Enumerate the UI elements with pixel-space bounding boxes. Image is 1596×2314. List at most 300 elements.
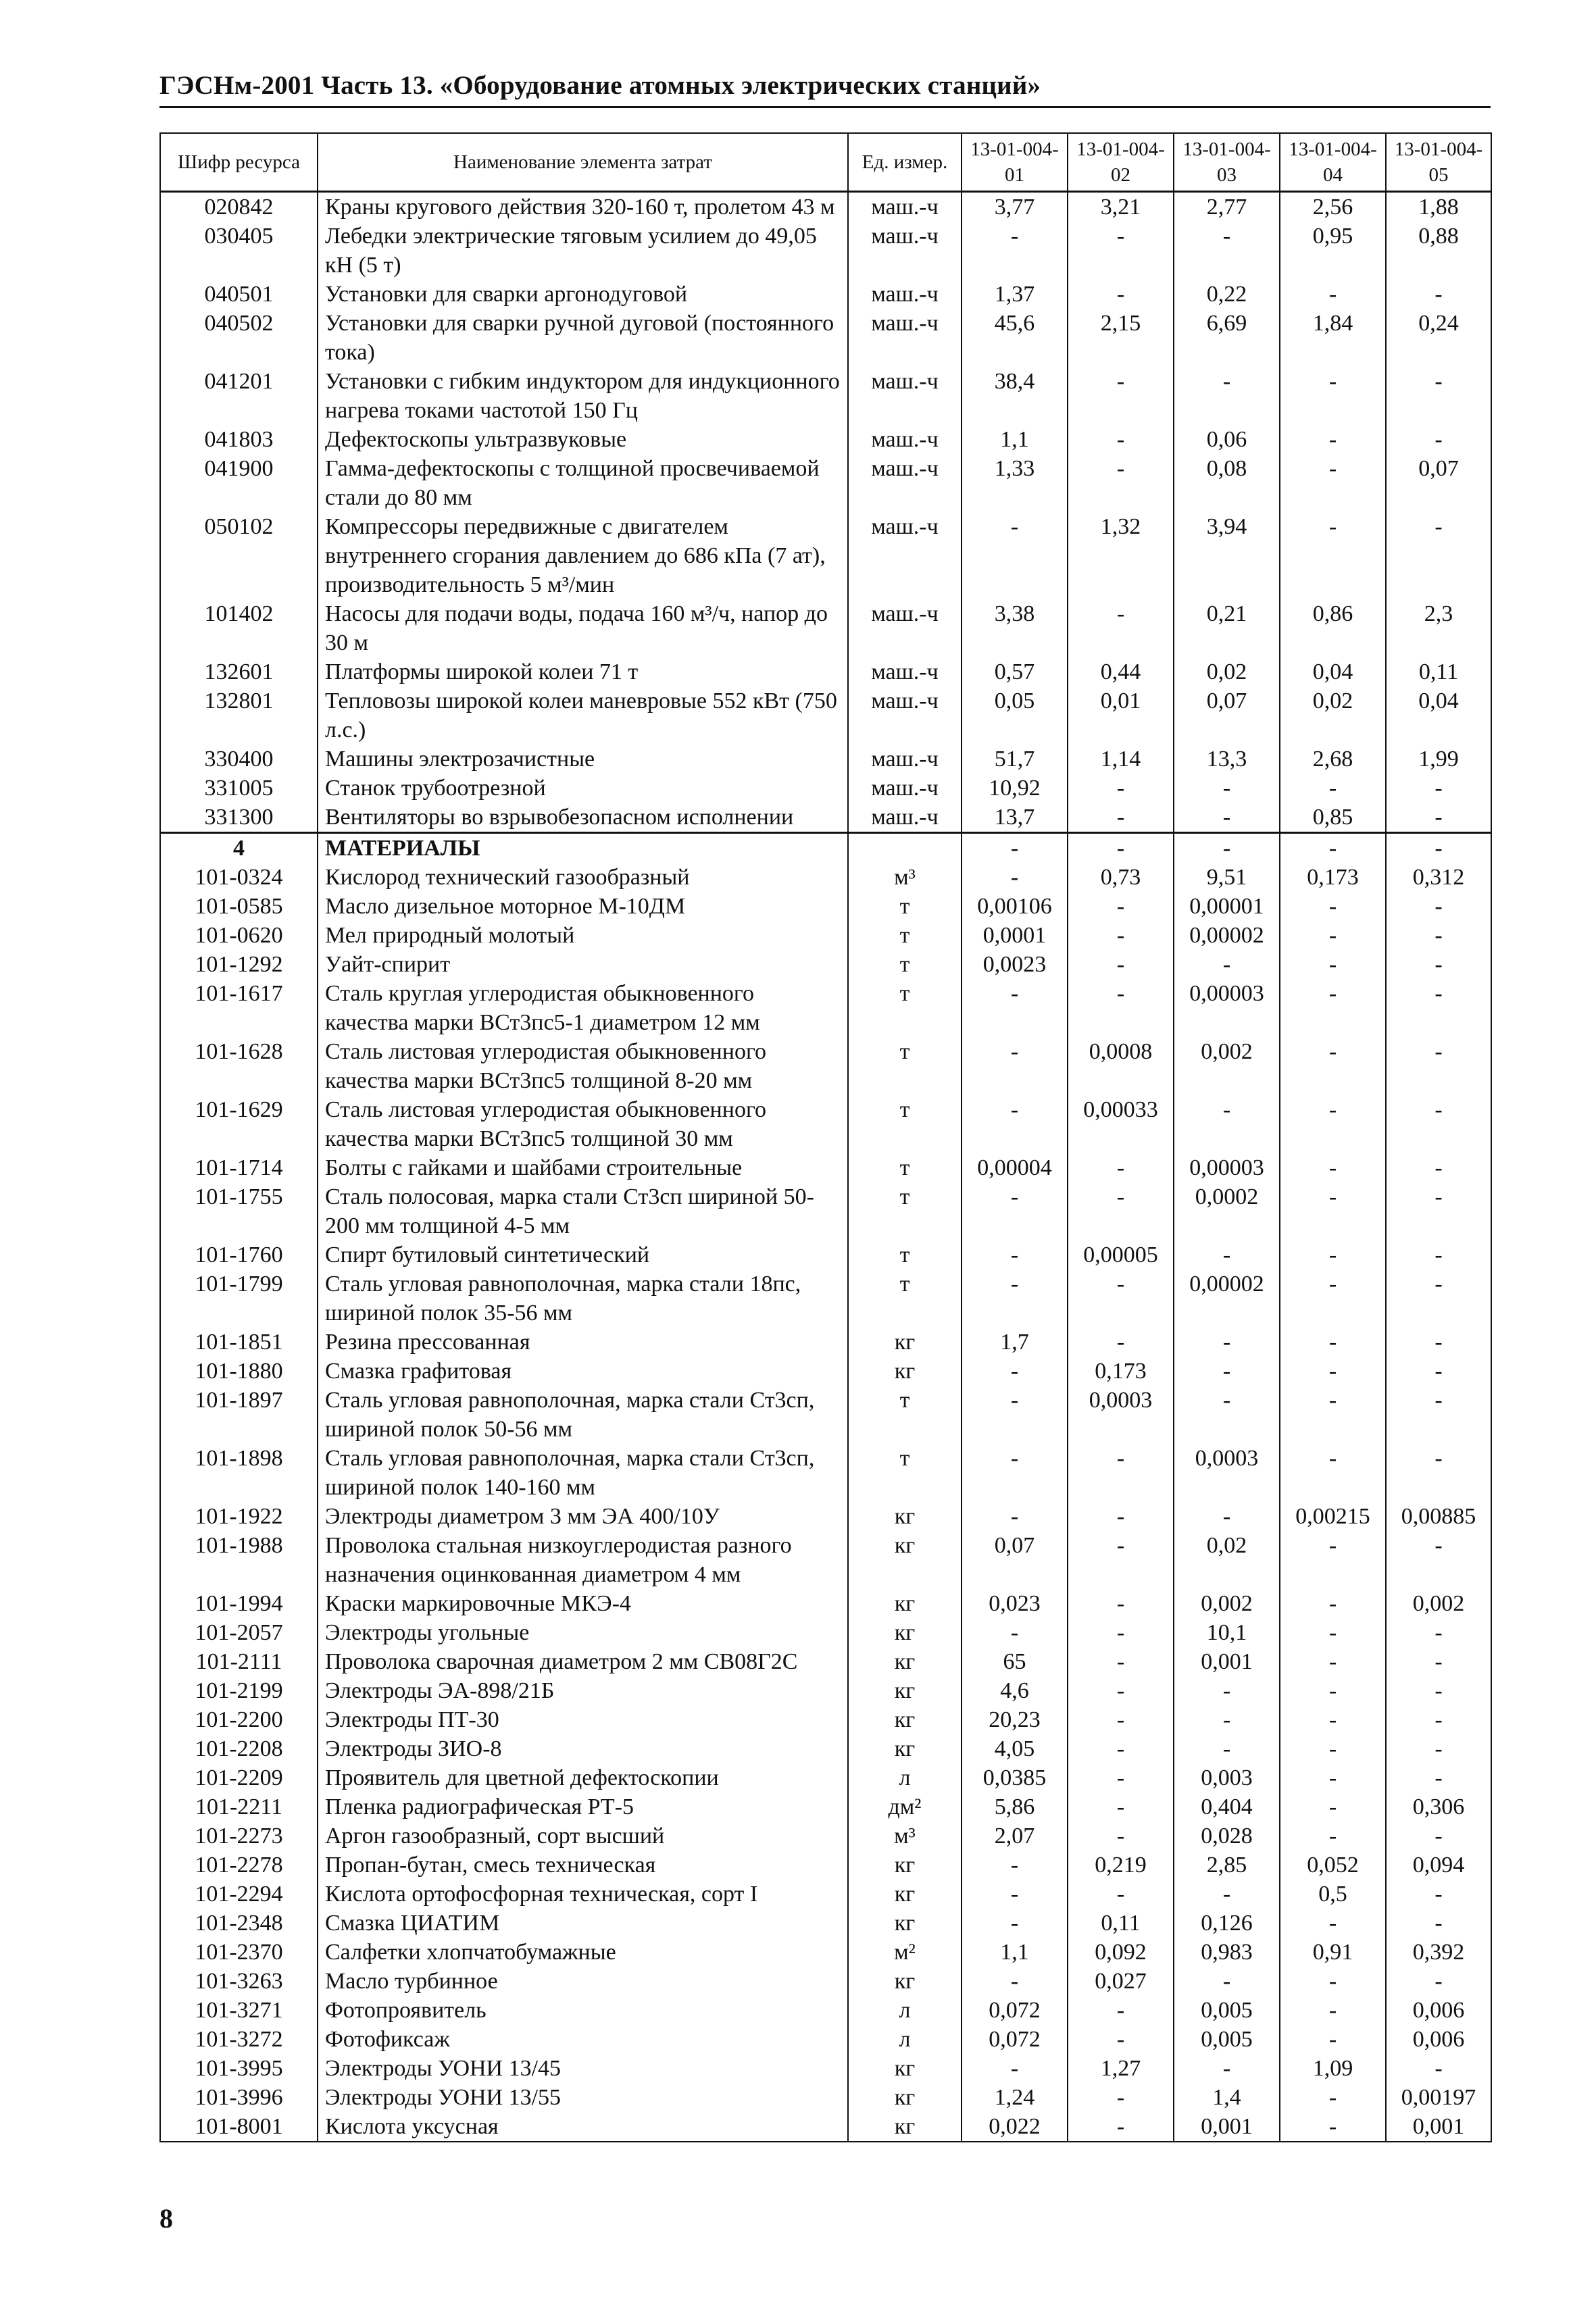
cell-code: 101-1714 bbox=[160, 1153, 318, 1182]
cell-value-5: - bbox=[1386, 1821, 1491, 1851]
table-row bbox=[160, 367, 1491, 425]
cell-value-1: 1,33 bbox=[962, 454, 1068, 512]
cell-value-3: 9,51 bbox=[1174, 863, 1280, 892]
cell-value-5: - bbox=[1386, 1705, 1491, 1734]
cell-value-5: - bbox=[1386, 367, 1491, 425]
cell-value-3: 0,00002 bbox=[1174, 921, 1280, 950]
section-row bbox=[160, 833, 1491, 863]
cell-value-1: - bbox=[962, 1386, 1068, 1444]
cell-unit: маш.-ч bbox=[848, 367, 962, 425]
cell-unit: маш.-ч bbox=[848, 222, 962, 280]
cell-value-1: 1,24 bbox=[962, 2083, 1068, 2112]
column-header-unit: Ед. измер. bbox=[848, 133, 962, 192]
cell-value-5: - bbox=[1386, 1618, 1491, 1647]
cell-value-4: 2,56 bbox=[1280, 192, 1386, 222]
cell-value-3: - bbox=[1174, 1357, 1280, 1386]
cell-name: Проволока сварочная диаметром 2 мм СВ08Г2С bbox=[318, 1647, 848, 1676]
cell-unit: м³ bbox=[848, 1821, 962, 1851]
cell-code: 101-3263 bbox=[160, 1967, 318, 1996]
cell-value-3: - bbox=[1174, 950, 1280, 979]
cell-value-1: 10,92 bbox=[962, 774, 1068, 803]
table-row bbox=[160, 803, 1491, 833]
cell-value-4: - bbox=[1280, 512, 1386, 599]
cell-value-3: - bbox=[1174, 1734, 1280, 1763]
table-row bbox=[160, 1909, 1491, 1938]
cell-value-3: - bbox=[1174, 833, 1280, 863]
cell-name: Машины электрозачистные bbox=[318, 745, 848, 774]
cell-value-2: - bbox=[1068, 599, 1174, 657]
cell-value-5: - bbox=[1386, 892, 1491, 921]
cell-value-1: 2,07 bbox=[962, 1821, 1068, 1851]
table-row bbox=[160, 1502, 1491, 1531]
cell-value-5: 0,24 bbox=[1386, 309, 1491, 367]
cell-value-3: 0,07 bbox=[1174, 686, 1280, 745]
table-row bbox=[160, 454, 1491, 512]
cell-value-4: - bbox=[1280, 1589, 1386, 1618]
cell-code: 101-3996 bbox=[160, 2083, 318, 2112]
cell-code: 101-1292 bbox=[160, 950, 318, 979]
table-row bbox=[160, 921, 1491, 950]
cell-value-4: - bbox=[1280, 1240, 1386, 1269]
cell-value-1: 0,072 bbox=[962, 1996, 1068, 2025]
cell-value-5: - bbox=[1386, 1269, 1491, 1328]
cell-value-4: 0,85 bbox=[1280, 803, 1386, 833]
cell-name: Лебедки электрические тяговым усилием до 49,05 кН (5 т) bbox=[318, 222, 848, 280]
cell-value-2: - bbox=[1068, 1502, 1174, 1531]
cell-value-2: 0,00033 bbox=[1068, 1095, 1174, 1153]
cell-unit: т bbox=[848, 1269, 962, 1328]
cell-value-4: - bbox=[1280, 1647, 1386, 1676]
cell-name: Масло дизельное моторное М-10ДМ bbox=[318, 892, 848, 921]
cell-value-1: - bbox=[962, 1182, 1068, 1240]
table-row bbox=[160, 309, 1491, 367]
cell-unit: кг bbox=[848, 2054, 962, 2083]
cell-name: Электроды угольные bbox=[318, 1618, 848, 1647]
cell-unit: кг bbox=[848, 1502, 962, 1531]
cell-name: Краны кругового действия 320-160 т, пролетом 43 м bbox=[318, 192, 848, 222]
cell-unit: кг bbox=[848, 1967, 962, 1996]
cell-unit: кг bbox=[848, 1851, 962, 1880]
cell-value-5: - bbox=[1386, 1182, 1491, 1240]
cell-value-5: - bbox=[1386, 774, 1491, 803]
cell-value-4: - bbox=[1280, 979, 1386, 1037]
cell-value-1: 1,7 bbox=[962, 1328, 1068, 1357]
cell-value-2: 0,00005 bbox=[1068, 1240, 1174, 1269]
cell-value-4: - bbox=[1280, 1967, 1386, 1996]
cell-value-2: 0,027 bbox=[1068, 1967, 1174, 1996]
cell-value-1: 3,38 bbox=[962, 599, 1068, 657]
cell-value-1: 20,23 bbox=[962, 1705, 1068, 1734]
cell-value-4: 0,02 bbox=[1280, 686, 1386, 745]
column-header-c3: 13-01-004-03 bbox=[1174, 133, 1280, 192]
cell-unit: маш.-ч bbox=[848, 192, 962, 222]
table-row bbox=[160, 1792, 1491, 1821]
cell-name: Сталь полосовая, марка стали Ст3сп шириной 50-200 мм толщиной 4-5 мм bbox=[318, 1182, 848, 1240]
cell-value-2: - bbox=[1068, 803, 1174, 833]
table-body bbox=[160, 192, 1491, 2142]
cell-code: 101-1851 bbox=[160, 1328, 318, 1357]
table-row bbox=[160, 1037, 1491, 1095]
cell-value-3: - bbox=[1174, 774, 1280, 803]
table-row bbox=[160, 222, 1491, 280]
cell-name: Кислота уксусная bbox=[318, 2112, 848, 2142]
table-row bbox=[160, 1269, 1491, 1328]
cell-value-4: - bbox=[1280, 1269, 1386, 1328]
cell-unit: маш.-ч bbox=[848, 309, 962, 367]
cell-unit: кг bbox=[848, 1328, 962, 1357]
cell-value-3: 0,005 bbox=[1174, 1996, 1280, 2025]
cell-value-4: 0,173 bbox=[1280, 863, 1386, 892]
cell-value-1: 0,57 bbox=[962, 657, 1068, 686]
cell-value-4: - bbox=[1280, 1996, 1386, 2025]
cell-value-1: 5,86 bbox=[962, 1792, 1068, 1821]
table-row bbox=[160, 863, 1491, 892]
cell-value-5: 0,312 bbox=[1386, 863, 1491, 892]
column-header-c5: 13-01-004-05 bbox=[1386, 133, 1491, 192]
cell-code: 101-8001 bbox=[160, 2112, 318, 2142]
cell-value-1: 0,07 bbox=[962, 1531, 1068, 1589]
cell-unit: кг bbox=[848, 1676, 962, 1705]
cell-value-2: - bbox=[1068, 1589, 1174, 1618]
cell-value-5: - bbox=[1386, 280, 1491, 309]
cell-name: Уайт-спирит bbox=[318, 950, 848, 979]
resource-table bbox=[159, 132, 1492, 2142]
document-title: ГЭСНм-2001 Часть 13. «Оборудование атомных электрических станций» bbox=[159, 71, 1041, 100]
cell-name: Сталь листовая углеродистая обыкновенного качества марки ВСт3пс5 толщиной 30 мм bbox=[318, 1095, 848, 1153]
cell-value-1: - bbox=[962, 222, 1068, 280]
cell-value-4: 0,052 bbox=[1280, 1851, 1386, 1880]
cell-value-1: 0,00004 bbox=[962, 1153, 1068, 1182]
cell-value-3: - bbox=[1174, 222, 1280, 280]
cell-value-3: - bbox=[1174, 1676, 1280, 1705]
cell-unit: т bbox=[848, 1095, 962, 1153]
cell-value-1: 0,0023 bbox=[962, 950, 1068, 979]
page-number: 8 bbox=[159, 2203, 173, 2234]
cell-value-4: - bbox=[1280, 1705, 1386, 1734]
cell-value-1: 1,1 bbox=[962, 425, 1068, 454]
cell-value-3: 0,028 bbox=[1174, 1821, 1280, 1851]
cell-value-4: - bbox=[1280, 1792, 1386, 1821]
cell-value-4: - bbox=[1280, 1444, 1386, 1502]
cell-value-1: - bbox=[962, 1095, 1068, 1153]
table-row bbox=[160, 280, 1491, 309]
cell-name: Электроды ЗИО-8 bbox=[318, 1734, 848, 1763]
cell-value-1: 38,4 bbox=[962, 367, 1068, 425]
cell-code: 041201 bbox=[160, 367, 318, 425]
cell-value-1: - bbox=[962, 1880, 1068, 1909]
cell-unit: м² bbox=[848, 1938, 962, 1967]
cell-unit: дм² bbox=[848, 1792, 962, 1821]
cell-code: 101-3271 bbox=[160, 1996, 318, 2025]
cell-value-1: 0,0385 bbox=[962, 1763, 1068, 1792]
cell-value-4: - bbox=[1280, 280, 1386, 309]
cell-value-2: 0,73 bbox=[1068, 863, 1174, 892]
cell-unit: кг bbox=[848, 2112, 962, 2142]
cell-value-2: - bbox=[1068, 222, 1174, 280]
cell-unit: кг bbox=[848, 1589, 962, 1618]
cell-code: 101-1760 bbox=[160, 1240, 318, 1269]
cell-unit: т bbox=[848, 979, 962, 1037]
cell-name: Сталь угловая равнополочная, марка стали 18пс, шириной полок 35-56 мм bbox=[318, 1269, 848, 1328]
cell-value-3: 0,00003 bbox=[1174, 979, 1280, 1037]
cell-value-5: - bbox=[1386, 512, 1491, 599]
cell-unit: кг bbox=[848, 1618, 962, 1647]
cell-value-1: 0,0001 bbox=[962, 921, 1068, 950]
cell-value-4: - bbox=[1280, 774, 1386, 803]
cell-value-1: - bbox=[962, 1269, 1068, 1328]
cell-value-4: - bbox=[1280, 950, 1386, 979]
cell-value-4: 0,04 bbox=[1280, 657, 1386, 686]
cell-value-4: - bbox=[1280, 367, 1386, 425]
cell-value-4: 0,95 bbox=[1280, 222, 1386, 280]
cell-name: Краски маркировочные МКЭ-4 bbox=[318, 1589, 848, 1618]
cell-value-2: 1,27 bbox=[1068, 2054, 1174, 2083]
cell-value-3: - bbox=[1174, 1502, 1280, 1531]
cell-value-2: - bbox=[1068, 280, 1174, 309]
cell-value-4: - bbox=[1280, 1153, 1386, 1182]
cell-code: 101-0585 bbox=[160, 892, 318, 921]
cell-value-2: - bbox=[1068, 892, 1174, 921]
cell-value-5: - bbox=[1386, 2054, 1491, 2083]
cell-name: Насосы для подачи воды, подача 160 м³/ч, напор до 30 м bbox=[318, 599, 848, 657]
cell-value-5: 0,11 bbox=[1386, 657, 1491, 686]
table-row bbox=[160, 745, 1491, 774]
cell-unit: кг bbox=[848, 1909, 962, 1938]
cell-value-2: - bbox=[1068, 979, 1174, 1037]
cell-unit: кг bbox=[848, 1705, 962, 1734]
cell-value-3: 3,94 bbox=[1174, 512, 1280, 599]
cell-name: Кислота ортофосфорная техническая, сорт I bbox=[318, 1880, 848, 1909]
table-row bbox=[160, 1647, 1491, 1676]
table-row bbox=[160, 1880, 1491, 1909]
cell-value-4: - bbox=[1280, 1909, 1386, 1938]
cell-value-4: 2,68 bbox=[1280, 745, 1386, 774]
cell-value-3: - bbox=[1174, 1386, 1280, 1444]
cell-value-2: 0,0003 bbox=[1068, 1386, 1174, 1444]
cell-unit: кг bbox=[848, 1880, 962, 1909]
cell-code: 331300 bbox=[160, 803, 318, 833]
cell-code: 101-0620 bbox=[160, 921, 318, 950]
cell-value-2: - bbox=[1068, 1676, 1174, 1705]
cell-value-1: - bbox=[962, 1240, 1068, 1269]
cell-value-2: - bbox=[1068, 1792, 1174, 1821]
cell-code: 101-0324 bbox=[160, 863, 318, 892]
cell-value-2: - bbox=[1068, 950, 1174, 979]
cell-name: Салфетки хлопчатобумажные bbox=[318, 1938, 848, 1967]
table-row bbox=[160, 1589, 1491, 1618]
cell-value-2: - bbox=[1068, 1880, 1174, 1909]
cell-value-2: 3,21 bbox=[1068, 192, 1174, 222]
cell-unit: т bbox=[848, 1240, 962, 1269]
table-row bbox=[160, 1996, 1491, 2025]
cell-unit: маш.-ч bbox=[848, 512, 962, 599]
cell-value-3: 0,126 bbox=[1174, 1909, 1280, 1938]
table-row bbox=[160, 192, 1491, 222]
cell-value-2: - bbox=[1068, 367, 1174, 425]
cell-code: 101-2294 bbox=[160, 1880, 318, 1909]
cell-name: МАТЕРИАЛЫ bbox=[318, 833, 848, 863]
cell-unit bbox=[848, 833, 962, 863]
cell-code: 101-1994 bbox=[160, 1589, 318, 1618]
cell-value-1: 1,1 bbox=[962, 1938, 1068, 1967]
cell-name: Фотопроявитель bbox=[318, 1996, 848, 2025]
cell-value-4: - bbox=[1280, 1821, 1386, 1851]
cell-value-1: - bbox=[962, 1851, 1068, 1880]
cell-unit: л bbox=[848, 1996, 962, 2025]
cell-code: 101402 bbox=[160, 599, 318, 657]
column-header-c4: 13-01-004-04 bbox=[1280, 133, 1386, 192]
table-row bbox=[160, 1095, 1491, 1153]
cell-value-2: 2,15 bbox=[1068, 309, 1174, 367]
cell-name: Установки с гибким индуктором для индукционного нагрева токами частотой 150 Гц bbox=[318, 367, 848, 425]
cell-value-4: - bbox=[1280, 1734, 1386, 1763]
cell-unit: маш.-ч bbox=[848, 425, 962, 454]
table-row bbox=[160, 1240, 1491, 1269]
cell-value-2: 0,0008 bbox=[1068, 1037, 1174, 1095]
cell-unit: кг bbox=[848, 2083, 962, 2112]
cell-code: 132801 bbox=[160, 686, 318, 745]
cell-unit: л bbox=[848, 2025, 962, 2054]
cell-value-2: - bbox=[1068, 2083, 1174, 2112]
cell-value-5: 0,04 bbox=[1386, 686, 1491, 745]
cell-value-4: - bbox=[1280, 1095, 1386, 1153]
cell-value-4: - bbox=[1280, 1037, 1386, 1095]
cell-value-5: - bbox=[1386, 1444, 1491, 1502]
cell-value-5: - bbox=[1386, 1386, 1491, 1444]
cell-value-5: - bbox=[1386, 950, 1491, 979]
cell-value-5: 0,392 bbox=[1386, 1938, 1491, 1967]
cell-value-2: - bbox=[1068, 1734, 1174, 1763]
cell-value-2: - bbox=[1068, 1269, 1174, 1328]
cell-value-2: - bbox=[1068, 2025, 1174, 2054]
cell-name: Сталь круглая углеродистая обыкновенного качества марки ВСт3пс5-1 диаметром 12 мм bbox=[318, 979, 848, 1037]
cell-name: Электроды диаметром 3 мм ЭА 400/10У bbox=[318, 1502, 848, 1531]
cell-value-2: - bbox=[1068, 1153, 1174, 1182]
cell-value-4: 0,91 bbox=[1280, 1938, 1386, 1967]
cell-unit: маш.-ч bbox=[848, 803, 962, 833]
cell-unit: т bbox=[848, 921, 962, 950]
table-row bbox=[160, 1676, 1491, 1705]
cell-value-3: 1,4 bbox=[1174, 2083, 1280, 2112]
cell-unit: кг bbox=[848, 1734, 962, 1763]
cell-value-5: - bbox=[1386, 1909, 1491, 1938]
cell-code: 020842 bbox=[160, 192, 318, 222]
cell-code: 050102 bbox=[160, 512, 318, 599]
cell-value-3: 10,1 bbox=[1174, 1618, 1280, 1647]
cell-value-4: - bbox=[1280, 1676, 1386, 1705]
cell-code: 101-2348 bbox=[160, 1909, 318, 1938]
table-row bbox=[160, 1821, 1491, 1851]
cell-code: 101-3995 bbox=[160, 2054, 318, 2083]
cell-name: Гамма-дефектоскопы с толщиной просвечиваемой стали до 80 мм bbox=[318, 454, 848, 512]
cell-value-1: 13,7 bbox=[962, 803, 1068, 833]
cell-value-4: - bbox=[1280, 1531, 1386, 1589]
cell-name: Мел природный молотый bbox=[318, 921, 848, 950]
cell-value-2: - bbox=[1068, 1618, 1174, 1647]
table-row bbox=[160, 657, 1491, 686]
cell-value-3: 0,001 bbox=[1174, 1647, 1280, 1676]
cell-code: 101-2370 bbox=[160, 1938, 318, 1967]
cell-value-5: - bbox=[1386, 1531, 1491, 1589]
cell-value-5: 0,88 bbox=[1386, 222, 1491, 280]
cell-name: Электроды ЭА-898/21Б bbox=[318, 1676, 848, 1705]
cell-value-2: - bbox=[1068, 1328, 1174, 1357]
table-row bbox=[160, 1938, 1491, 1967]
cell-value-5: - bbox=[1386, 1734, 1491, 1763]
cell-name: Компрессоры передвижные с двигателем внутреннего сгорания давлением до 686 кПа (7 ат), производительность 5 м³/мин bbox=[318, 512, 848, 599]
table-row bbox=[160, 2054, 1491, 2083]
table-row bbox=[160, 979, 1491, 1037]
cell-code: 101-2208 bbox=[160, 1734, 318, 1763]
cell-value-2: 0,11 bbox=[1068, 1909, 1174, 1938]
cell-value-3: 13,3 bbox=[1174, 745, 1280, 774]
cell-value-3: 0,02 bbox=[1174, 1531, 1280, 1589]
cell-value-5: 2,3 bbox=[1386, 599, 1491, 657]
cell-code: 101-1922 bbox=[160, 1502, 318, 1531]
cell-code: 030405 bbox=[160, 222, 318, 280]
cell-value-5: - bbox=[1386, 1357, 1491, 1386]
table-row bbox=[160, 599, 1491, 657]
cell-value-5: 0,00197 bbox=[1386, 2083, 1491, 2112]
table-row bbox=[160, 774, 1491, 803]
cell-value-1: - bbox=[962, 2054, 1068, 2083]
cell-name: Аргон газообразный, сорт высший bbox=[318, 1821, 848, 1851]
cell-value-3: 0,0003 bbox=[1174, 1444, 1280, 1502]
cell-value-5: - bbox=[1386, 1880, 1491, 1909]
cell-value-4: - bbox=[1280, 425, 1386, 454]
cell-value-2: - bbox=[1068, 774, 1174, 803]
cell-value-3: 6,69 bbox=[1174, 309, 1280, 367]
cell-code: 101-1799 bbox=[160, 1269, 318, 1328]
cell-code: 101-2199 bbox=[160, 1676, 318, 1705]
table-row bbox=[160, 1153, 1491, 1182]
cell-value-1: 65 bbox=[962, 1647, 1068, 1676]
cell-unit: кг bbox=[848, 1647, 962, 1676]
cell-value-2: - bbox=[1068, 2112, 1174, 2142]
cell-value-3: - bbox=[1174, 1880, 1280, 1909]
cell-value-3: 2,85 bbox=[1174, 1851, 1280, 1880]
cell-value-5: - bbox=[1386, 1763, 1491, 1792]
table-row bbox=[160, 1328, 1491, 1357]
cell-value-2: - bbox=[1068, 1821, 1174, 1851]
cell-code: 4 bbox=[160, 833, 318, 863]
cell-value-4: - bbox=[1280, 1182, 1386, 1240]
cell-value-5: - bbox=[1386, 1328, 1491, 1357]
cell-unit: кг bbox=[848, 1357, 962, 1386]
cell-unit: т bbox=[848, 1444, 962, 1502]
table-row bbox=[160, 2112, 1491, 2142]
cell-unit: маш.-ч bbox=[848, 599, 962, 657]
cell-value-4: - bbox=[1280, 1386, 1386, 1444]
cell-value-2: - bbox=[1068, 921, 1174, 950]
cell-value-3: 0,002 bbox=[1174, 1589, 1280, 1618]
cell-value-5: 0,001 bbox=[1386, 2112, 1491, 2142]
cell-value-1: 4,6 bbox=[962, 1676, 1068, 1705]
cell-value-1: - bbox=[962, 512, 1068, 599]
cell-code: 101-2278 bbox=[160, 1851, 318, 1880]
cell-unit: маш.-ч bbox=[848, 774, 962, 803]
cell-value-5: 1,88 bbox=[1386, 192, 1491, 222]
cell-value-3: 0,02 bbox=[1174, 657, 1280, 686]
cell-value-3: 0,00002 bbox=[1174, 1269, 1280, 1328]
cell-value-1: 4,05 bbox=[962, 1734, 1068, 1763]
cell-unit: т bbox=[848, 1037, 962, 1095]
cell-value-2: - bbox=[1068, 1705, 1174, 1734]
cell-value-3: - bbox=[1174, 1967, 1280, 1996]
cell-value-4: 1,09 bbox=[1280, 2054, 1386, 2083]
cell-unit: маш.-ч bbox=[848, 657, 962, 686]
cell-value-3: 0,22 bbox=[1174, 280, 1280, 309]
